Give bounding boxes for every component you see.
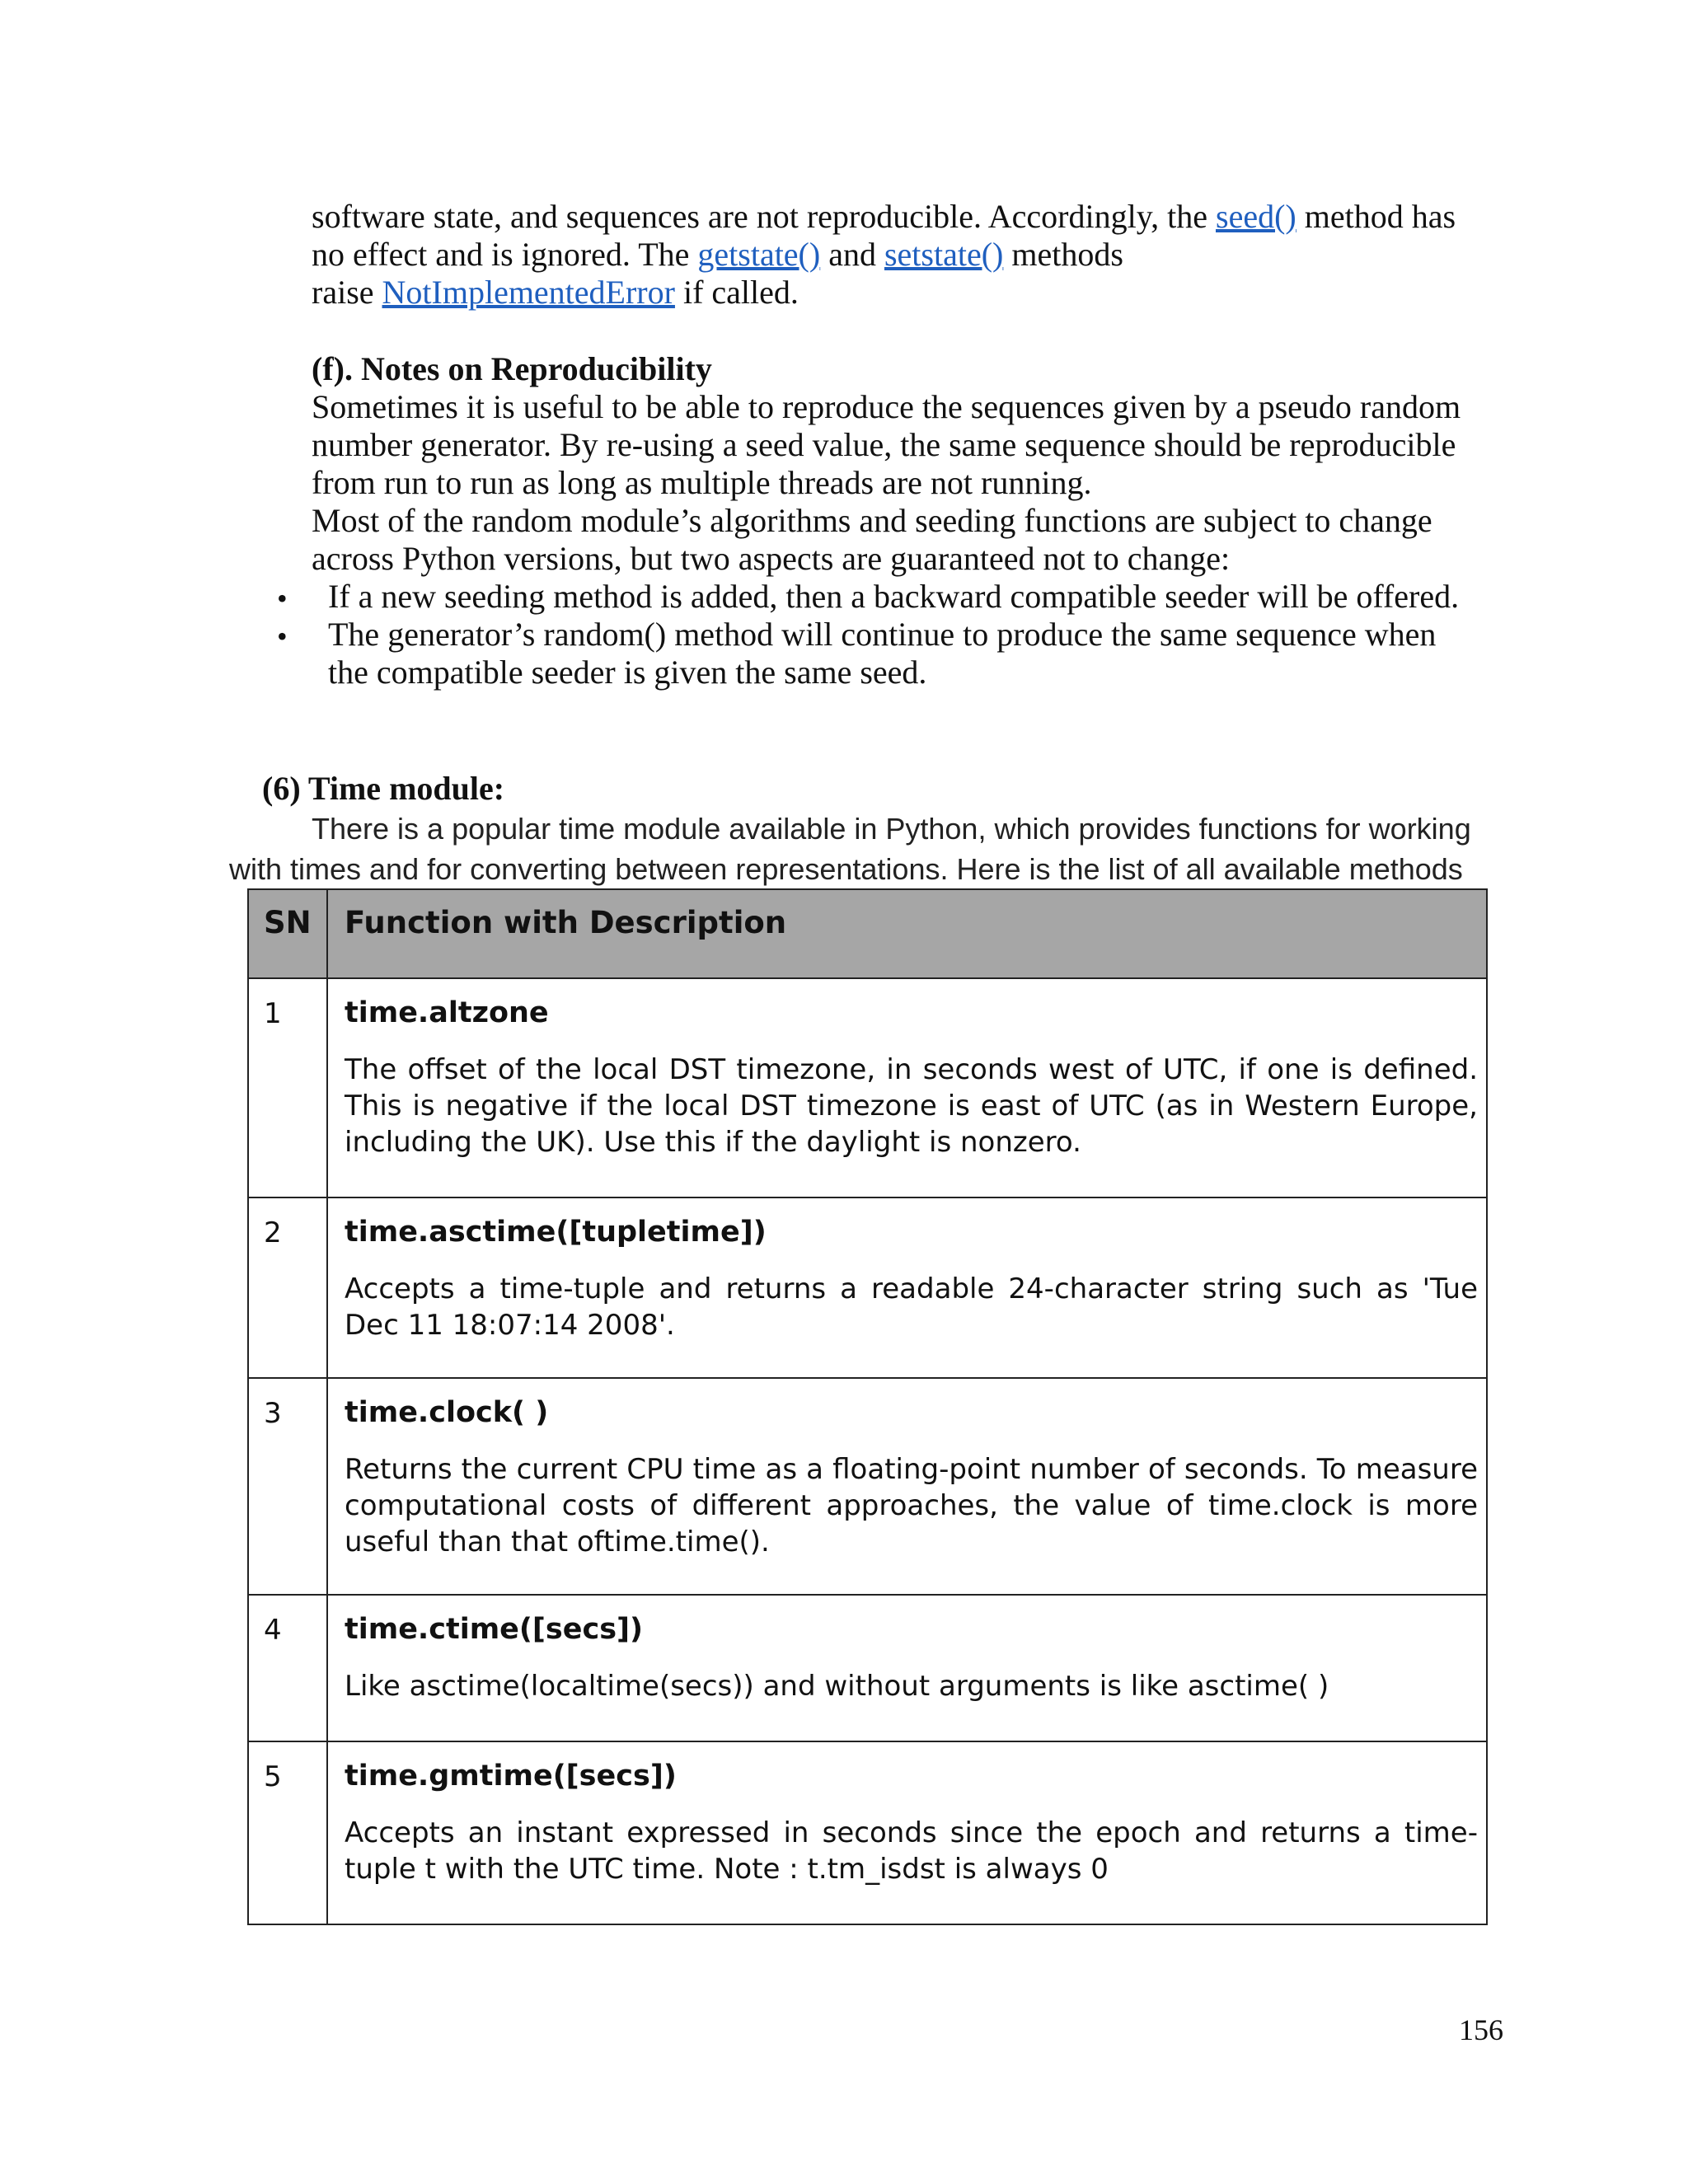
notimplementederror-link[interactable]: NotImplementedError (382, 274, 675, 311)
table-row (248, 1595, 1487, 1741)
text-segment: no effect and is ignored. The (312, 236, 698, 273)
function-description: The offset of the local DST timezone, in seconds west of UTC, if one is defined. This is negative if the local DST timezone is east of UTC (as in Western Europe, including the UK). Use this if the daylight is nonzero. (345, 1053, 1478, 1159)
function-name: time.gmtime([secs]) (345, 1760, 677, 1793)
table-row (248, 1378, 1487, 1595)
text-segment: raise (312, 274, 382, 311)
function-description: Like asctime(localtime(secs)) and without arguments is like asctime( ) (345, 1670, 1329, 1703)
bullet-item: The generator’s random() method will continue to produce the same sequence when (328, 616, 1437, 653)
intro-line: with times and for converting between representations. Here is the list of all available methods (229, 852, 1463, 886)
row-sn: 3 (248, 1378, 327, 1595)
table-header-row (248, 889, 1487, 978)
text-segment: method has (1296, 198, 1456, 235)
row-content (327, 1595, 1487, 1741)
text-line (312, 274, 799, 312)
text-segment: if called. (674, 274, 799, 311)
table-row (248, 978, 1487, 1197)
paragraph-line: number generator. By re-using a seed value, the same sequence should be reproducible (312, 426, 1456, 463)
row-content (327, 1378, 1487, 1595)
text-line (312, 236, 1123, 274)
text-segment: methods (1003, 236, 1123, 273)
section-heading: (f). Notes on Reproducibility (312, 350, 712, 387)
row-sn: 2 (248, 1197, 327, 1378)
text-segment: software state, and sequences are not reproducible. Accordingly, the (312, 198, 1216, 235)
row-content (327, 1741, 1487, 1924)
function-name: time.altzone (345, 996, 549, 1029)
function-description: Returns the current CPU time as a floating-point number of seconds. To measure computational costs of different approaches, the value of time.clock is more useful than that oftime.time(). (345, 1453, 1478, 1558)
paragraph-line: from run to run as long as multiple threads are not running. (312, 464, 1092, 501)
paragraph-line: Most of the random module’s algorithms and seeding functions are subject to change (312, 502, 1432, 539)
bullet-item: If a new seeding method is added, then a backward compatible seeder will be offered. (328, 578, 1460, 615)
paragraph-line: Sometimes it is useful to be able to reproduce the sequences given by a pseudo random (312, 388, 1461, 425)
row-sn: 1 (248, 978, 327, 1197)
bullet-marker: • (277, 582, 288, 615)
row-sn: 4 (248, 1595, 327, 1741)
bullet-item-continuation: the compatible seeder is given the same seed. (328, 654, 927, 691)
header-function: Function with Description (327, 889, 1487, 978)
row-content (327, 978, 1487, 1197)
header-sn: SN (248, 889, 327, 978)
seed-link[interactable]: seed() (1216, 198, 1296, 235)
page-number: 156 (1459, 2013, 1503, 2046)
setstate-link[interactable]: setstate() (884, 236, 1004, 273)
function-description: Accepts a time-tuple and returns a readable 24-character string such as 'Tue Dec 11 18:07:14 2008'. (345, 1272, 1478, 1342)
function-name: time.asctime([tupletime]) (345, 1216, 767, 1249)
getstate-link[interactable]: getstate() (697, 236, 821, 273)
intro-line: There is a popular time module available in Python, which provides functions for working (312, 812, 1471, 846)
function-name: time.clock( ) (345, 1396, 549, 1429)
function-table (247, 888, 1488, 1925)
function-description: Accepts an instant expressed in seconds since the epoch and returns a time-tuple t with the UTC time. Note : t.tm_isdst is always 0 (345, 1816, 1478, 1886)
section-heading: (6) Time module: (262, 770, 505, 807)
row-content (327, 1197, 1487, 1378)
text-line (312, 198, 1456, 236)
paragraph-line: across Python versions, but two aspects are guaranteed not to change: (312, 540, 1231, 577)
table-row (248, 1197, 1487, 1378)
function-name: time.ctime([secs]) (345, 1613, 644, 1646)
bullet-marker: • (277, 620, 288, 653)
text-segment: and (820, 236, 884, 273)
table-row (248, 1741, 1487, 1924)
row-sn: 5 (248, 1741, 327, 1924)
